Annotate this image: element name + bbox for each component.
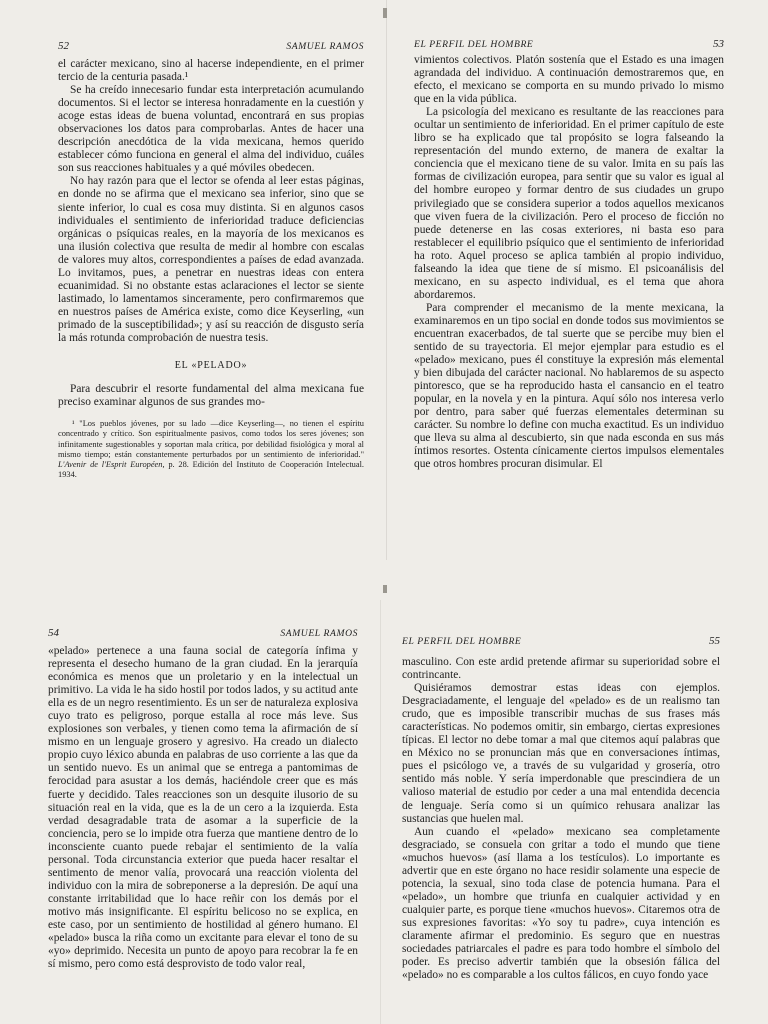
running-head	[414, 38, 724, 54]
gutter-line-bottom	[380, 600, 381, 1024]
footnote-source: L'Avenir de l'Esprit Européen,	[58, 459, 165, 469]
running-head	[58, 40, 364, 56]
paragraph: Se ha creído innecesario fundar esta interpretación acumulando documentos. Si el lector se interesa honradamente en la cuestión y acoge estas ideas de buena voluntad, encontrará en sus propias observaciones los datos para comprobarlas. Antes de hacer una descripción anecdótica de la vida mexicana, hemos querido establecer cómo funciona en general el alma del individuo, cuáles son sus reacciones habituales y a qué móviles obedecen.	[58, 84, 364, 175]
page-54	[48, 627, 358, 1024]
section-title: EL «PELADO»	[174, 360, 248, 372]
paragraph: Aun cuando el «pelado» mexicano sea completamente desgraciado, se consuela con gritar a todo el mundo que tiene «muchos huevos» (así llama a los testículos). Lo importante es advertir que en este órgano no hace residir solamente una especie de potencia, la sexual, sino toda clase de potencia humana. Para el «pelado», un hombre que triunfa en cualquier actividad y en cualquier parte, es porque tiene «muchos huevos». Citaremos otra de sus expresiones favoritas: «Yo soy tu padre», cuya intención es claramente afirmar el predominio. Es seguro que en nuestras sociedades patriarcales el padre es para todo hombre el símbolo del poder. Es preciso advertir también que la obsesión fálica del «pelado» no es comparable a los cultos fálicos, en cuyo fondo yace	[402, 825, 720, 982]
running-head	[402, 635, 720, 651]
paragraph: No hay razón para que el lector se ofenda al leer estas páginas, en donde no se afirma que el mexicano sea inferior, sino que se siente inferior, lo cual es cosa muy distinta. Si en algunos casos individuales el sentimiento de inferioridad traduce deficiencias orgánicas o psíquicas reales, en la mayoría de los mexicanos es una ilusión colectiva que resulta de medir al hombre con escalas de valores muy altos, correspondientes a países de edad avanzada. Lo invitamos, pues, a penetrar en nuestras ideas con entera ecuanimidad. Si no obstante estas aclaraciones el lector se siente lastimado, lo lamentamos sinceramente, pero confirmaremos que en nuestros países de América existe, como dice Keyserling, «un primado de la susceptibilidad»; y así su reacción de disgusto sería la más rotunda comprobación de nuestra tesis.	[58, 175, 364, 344]
footnote	[58, 419, 364, 480]
spine-mark	[383, 585, 387, 593]
paragraph: el carácter mexicano, sino al hacerse independiente, en el primer tercio de la centuria pasada.¹	[58, 58, 364, 84]
page-number: 54	[48, 627, 59, 639]
paragraph: La psicología del mexicano es resultante de las reacciones para ocultar un sentimiento de inferioridad. En el primer capítulo de este libro se ha explicado que tal propósito se logra falseando la representación del mundo externo, de manera de exaltar la conciencia que el mexicano tiene de su valor. Imita en su país las formas de civilización europea, para sentir que su valor es igual al del hombre europeo y formar dentro de sus ciudades un grupo privilegiado que se considera superior a todos aquellos mexicanos que viven fuera de la civilización. Pero el proceso de ficción no puede detenerse en las cosas exteriores, ni basta eso para restablecer el equilibrio psíquico que el sentimiento de inferioridad ha roto. Aquel proceso se aplica también al propio individuo, falseando la idea que tiene de sí mismo. El psicoanálisis del mexicano, en su aspecto individual, es el tema que ahora abordaremos.	[414, 106, 724, 301]
page-number: 53	[713, 38, 724, 50]
running-head-title: EL PERFIL DEL HOMBRE	[414, 39, 534, 50]
running-head-title: SAMUEL RAMOS	[280, 628, 358, 639]
spine-mark	[383, 8, 387, 18]
gutter-line-top	[386, 0, 387, 560]
paragraph: Para descubrir el resorte fundamental del alma mexicana fue preciso examinar algunos de sus grandes mo-	[58, 383, 364, 409]
running-head-title: SAMUEL RAMOS	[286, 41, 364, 52]
page-53	[414, 38, 724, 548]
page-52	[58, 40, 364, 535]
footnote-text: ¹ "Los pueblos jóvenes, por su lado —dice Keyserling—, no tienen el espíritu concentrado y crítico. Son espiritualmente pasivos, como todos los seres jóvenes; son infinitamente sugestionables y soportan mala crítica, por debilidad fisiológica y moral al mismo tiempo; están constantemente perturbados por un sentimiento de inferioridad."	[58, 419, 364, 459]
running-head-title: EL PERFIL DEL HOMBRE	[402, 636, 522, 647]
paragraph: masculino. Con este ardid pretende afirmar su superioridad sobre el contrincante.	[402, 656, 720, 682]
paragraph: «pelado» pertenece a una fauna social de categoría ínfima y representa el desecho humano de la gran ciudad. En la jerarquía económica es menos que un proletario y en la intelectual un primitivo. La vida le ha sido hostil por todos lados, y su actitud ante ella es de un negro resentimiento. Es un ser de naturaleza explosiva cuyo trato es peligroso, porque estalla al roce más leve. Sus explosiones son verbales, y tienen como tema la afirmación de sí mismo en un lenguaje grosero y agresivo. Ha creado un dialecto propio cuyo léxico abunda en palabras de uso corriente a las que da un sentido nuevo. Es un animal que se entrega a pantomimas de ferocidad para asustar a los demás, haciéndole creer que es más fuerte y decidido. Tales reacciones son un desquite ilusorio de su situación real en la vida, que es la de un cero a la izquierda. Esta verdad desagradable trata de asomar a la superficie de la conciencia, pero se lo impide otra fuerza que mantiene dentro de lo inconsciente cuanto puede rebajar el sentimiento de la valía personal. Toda circunstancia exterior que pueda hacer resaltar el sentimento de menor valía, provocará una reacción violenta del individuo con la mira de sobreponerse a la depresión. De aquí una constante irritabilidad que lo hace reñir con los demás por el motivo más insignificante. El espíritu belicoso no se explica, en este caso, por un sentimiento de hostilidad al género humano. El «pelado» busca la riña como un excitante para elevar el tono de su «yo» deprimido. Necesita un punto de apoyo para recobrar la fe en sí mismo, pero como está desprovisto de todo valor real,	[48, 645, 358, 971]
paragraph: Quisiéramos demostrar estas ideas con ejemplos. Desgraciadamente, el lenguaje del «pelado» es de un realismo tan crudo, que es imposible transcribir muchas de sus frases más características. No podemos omitir, sin embargo, ciertas expresiones típicas. El lector no debe tomar a mal que citemos aquí palabras que en México no se pronuncian más que en conversaciones íntimas, pues el psicólogo ve, a través de su vulgaridad y grosería, otro sentido más noble. Y sería imperdonable que prescindiera de un valioso material de estudio por ceder a una mal entendida decencia de lenguaje. Sería como si un químico rehusara analizar las sustancias que huelen mal.	[402, 682, 720, 825]
running-head	[48, 627, 358, 643]
page-number: 55	[709, 635, 720, 647]
page-number: 52	[58, 40, 69, 52]
footnote-tail: p. 28. Edición del Instituto de Cooperación Intelectual. 1934.	[58, 459, 364, 480]
paragraph: vimientos colectivos. Platón sostenía que el Estado es una imagen agrandada del individuo. A continuación demostraremos que, en efecto, el mexicano se comporta en su mundo privado lo mismo que en la vida pública.	[414, 54, 724, 106]
paragraph: Para comprender el mecanismo de la mente mexicana, la examinaremos en un tipo social en donde todos sus movimientos se encuentran exacerbados, de tal suerte que se percibe muy bien el sentido de su trayectoria. El mejor ejemplar para estudio es el «pelado» mexicano, pues él constituye la expresión más elemental y bien dibujada del carácter nacional. No hablaremos de su aspecto pintoresco, que se ha reproducido hasta el cansancio en el teatro popular, en la novela y en la pintura. Aquí sólo nos interesa verlo por dentro, para saber qué fuerzas elementales determinan su carácter. Su nombre lo define con mucha exactitud. Es un individuo que lleva su alma al descubierto, sin que nada esconda en sus más íntimos resortes. Ostenta cínicamente ciertos impulsos elementales que otros hombres procuran disimular. El	[414, 301, 724, 471]
page-55	[402, 635, 720, 1024]
